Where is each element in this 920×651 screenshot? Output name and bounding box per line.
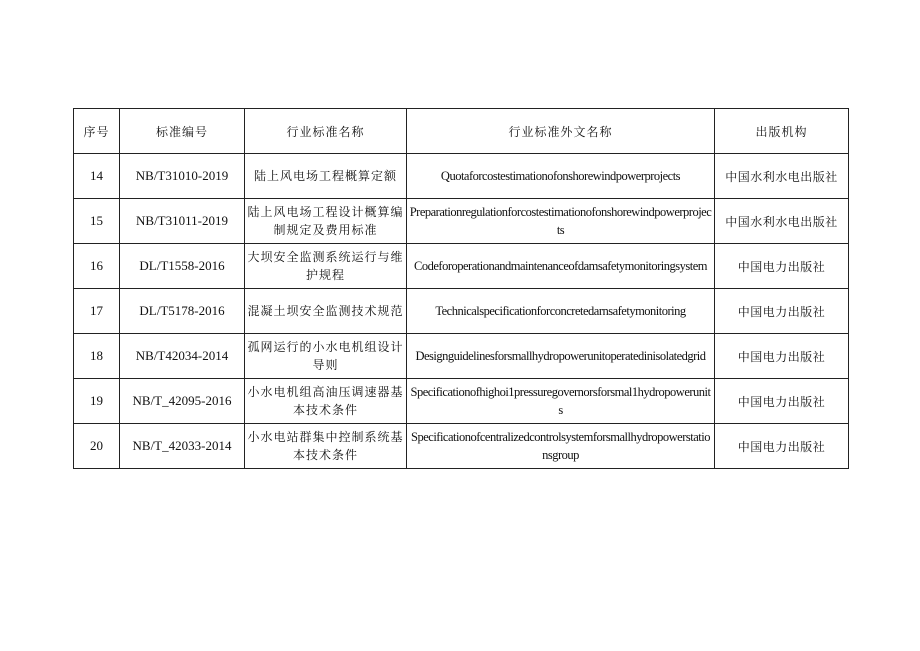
cell-publisher: 中国电力出版社 <box>715 424 849 469</box>
table-row <box>74 334 849 379</box>
cell-serial-no: 15 <box>74 199 120 244</box>
cell-standard-name-en: Codeforoperationandmaintenanceofdamsafetymonitoringsystem <box>407 244 715 289</box>
cell-serial-no: 20 <box>74 424 120 469</box>
table-row <box>74 424 849 469</box>
cell-standard-name-cn: 小水电站群集中控制系统基本技术条件 <box>245 424 407 469</box>
cell-standard-code: DL/T5178-2016 <box>120 289 245 334</box>
cell-standard-name-en: Designguidelinesforsmallhydropowerunitoperatedinisolatedgrid <box>407 334 715 379</box>
cell-standard-name-en: Quotaforcostestimationofonshorewindpowerprojects <box>407 154 715 199</box>
cell-standard-code: NB/T_42033-2014 <box>120 424 245 469</box>
header-standard-name-cn: 行业标准名称 <box>245 109 407 154</box>
cell-standard-code: NB/T_42095-2016 <box>120 379 245 424</box>
cell-standard-name-en: Specificationofhighoi1pressuregovernorsforsmal1hydropowerunits <box>407 379 715 424</box>
header-standard-code: 标准编号 <box>120 109 245 154</box>
cell-standard-name-en: Preparationregulationforcostestimationofonshorewindpowerprojects <box>407 199 715 244</box>
cell-standard-code: NB/T31010-2019 <box>120 154 245 199</box>
cell-standard-name-en: Specificationofcentralizedcontrolsystemforsmallhydropowerstationsgroup <box>407 424 715 469</box>
cell-standard-name-cn: 小水电机组高油压调速器基本技术条件 <box>245 379 407 424</box>
cell-publisher: 中国电力出版社 <box>715 289 849 334</box>
cell-standard-name-cn: 陆上风电场工程概算定额 <box>245 154 407 199</box>
header-serial-no: 序号 <box>74 109 120 154</box>
cell-standard-name-cn: 大坝安全监测系统运行与维护规程 <box>245 244 407 289</box>
standards-table <box>73 108 849 469</box>
cell-standard-name-cn: 孤网运行的小水电机组设计导则 <box>245 334 407 379</box>
table-row <box>74 379 849 424</box>
table-row <box>74 154 849 199</box>
cell-standard-code: NB/T42034-2014 <box>120 334 245 379</box>
cell-standard-code: DL/T1558-2016 <box>120 244 245 289</box>
cell-serial-no: 16 <box>74 244 120 289</box>
table-row <box>74 289 849 334</box>
cell-standard-code: NB/T31011-2019 <box>120 199 245 244</box>
cell-publisher: 中国电力出版社 <box>715 244 849 289</box>
table-row <box>74 199 849 244</box>
cell-standard-name-cn: 陆上风电场工程设计概算编制规定及费用标准 <box>245 199 407 244</box>
header-publisher: 出版机构 <box>715 109 849 154</box>
cell-serial-no: 19 <box>74 379 120 424</box>
header-standard-name-en: 行业标准外文名称 <box>407 109 715 154</box>
header-row <box>74 109 849 154</box>
cell-standard-name-cn: 混凝土坝安全监测技术规范 <box>245 289 407 334</box>
cell-serial-no: 18 <box>74 334 120 379</box>
cell-serial-no: 17 <box>74 289 120 334</box>
cell-publisher: 中国电力出版社 <box>715 334 849 379</box>
cell-publisher: 中国电力出版社 <box>715 379 849 424</box>
table-header <box>74 109 849 154</box>
table-row <box>74 244 849 289</box>
table-body <box>74 154 849 469</box>
cell-publisher: 中国水利水电出版社 <box>715 154 849 199</box>
cell-standard-name-en: Technicalspecificationforconcretedarnsafetymonitoring <box>407 289 715 334</box>
cell-publisher: 中国水利水电出版社 <box>715 199 849 244</box>
cell-serial-no: 14 <box>74 154 120 199</box>
